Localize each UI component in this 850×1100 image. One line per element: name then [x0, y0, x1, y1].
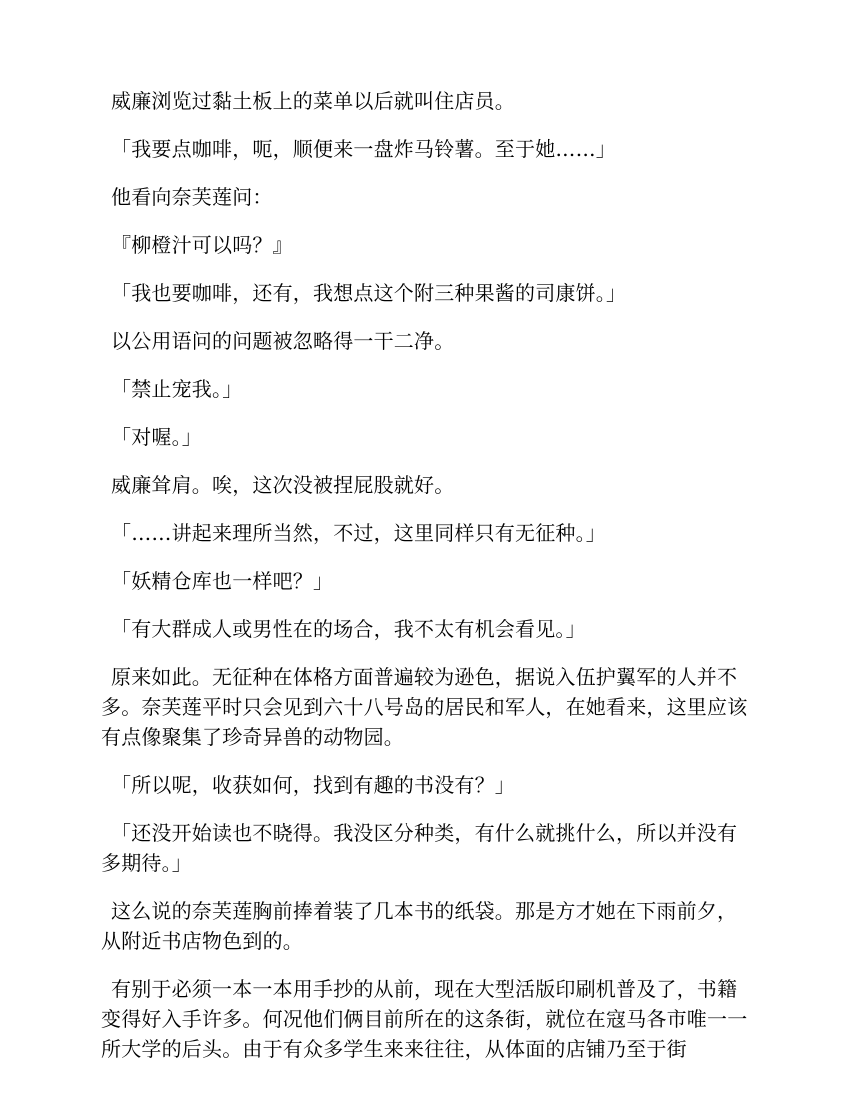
paragraph-15: 「还没开始读也不晓得。我没区分种类，有什么就挑什么，所以并没有多期待。」: [101, 821, 738, 875]
paragraph-14: 「所以呢，收获如何，找到有趣的书没有？」: [111, 773, 515, 797]
paragraph-2: 「我要点咖啡，呃，顺便来一盘炸马铃薯。至于她……」: [111, 137, 616, 161]
paragraph-17: 有别于必须一本一本用手抄的从前，现在大型活版印刷机普及了，书籍变得好入手许多。何况他们俩目前所在的这条街，就位在寇马各市唯一一所大学的后头。由于有众多学生来来往往，从体面的店铺乃至于街: [101, 977, 748, 1061]
document-page: [101, 86, 751, 1082]
paragraph-12: 「有大群成人或男性在的场合，我不太有机会看见。」: [111, 617, 586, 641]
paragraph-6: 以公用语问的问题被忽略得一干二净。: [111, 329, 455, 353]
paragraph-10: 「……讲起来理所当然，不过，这里同样只有无征种。」: [111, 521, 606, 545]
paragraph-1: 威廉浏览过黏土板上的菜单以后就叫住店员。: [111, 89, 515, 113]
paragraph-13: 原来如此。无征种在体格方面普遍较为逊色，据说入伍护翼军的人并不多。奈芙莲平时只会见到六十八号岛的居民和军人，在她看来，这里应该有点像聚集了珍奇异兽的动物园。: [101, 665, 748, 749]
paragraph-11: 「妖精仓库也一样吧？」: [111, 569, 334, 593]
paragraph-9: 威廉耸肩。唉，这次没被捏屁股就好。: [111, 473, 455, 497]
paragraph-5: 「我也要咖啡，还有，我想点这个附三种果酱的司康饼。」: [111, 281, 627, 305]
paragraph-16: 这么说的奈芙莲胸前捧着装了几本书的纸袋。那是方才她在下雨前夕，从附近书店物色到的。: [101, 899, 738, 953]
paragraph-3: 他看向奈芙莲问：: [111, 185, 273, 209]
paragraph-8: 「对喔。」: [111, 425, 202, 449]
paragraph-7: 「禁止宠我。」: [111, 377, 243, 401]
paragraph-4: 『柳橙汁可以吗？』: [111, 233, 293, 257]
